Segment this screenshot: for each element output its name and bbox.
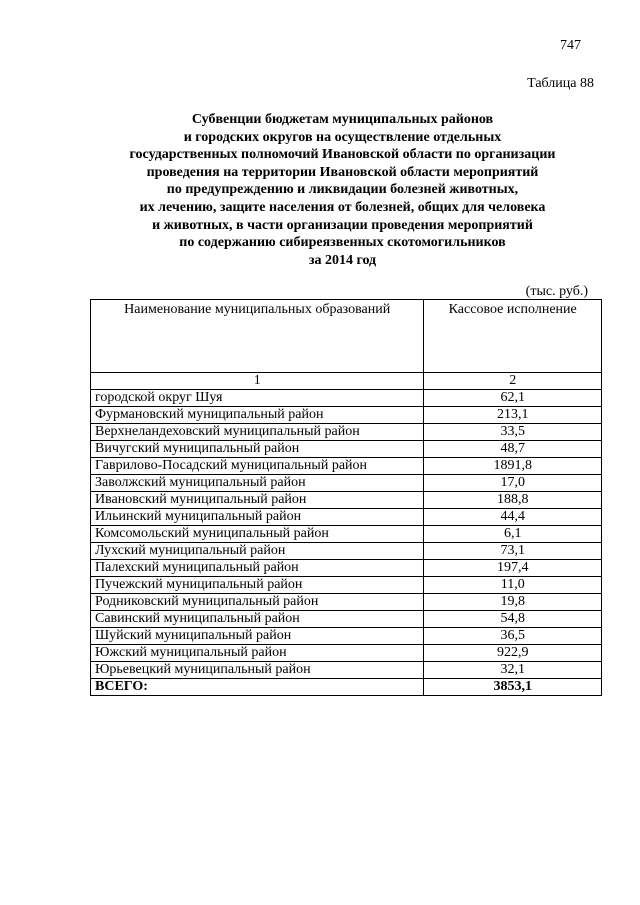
title-line: их лечению, защите населения от болезней, общих для человека (139, 199, 546, 215)
cash-execution-value: 6,1 (424, 526, 602, 543)
table-row (91, 662, 602, 679)
municipality-name: Вичугский муниципальный район (91, 441, 424, 458)
municipality-name: городской округ Шуя (91, 390, 424, 407)
municipality-name: Заволжский муниципальный район (91, 475, 424, 492)
cash-execution-value: 11,0 (424, 577, 602, 594)
table-row (91, 509, 602, 526)
title-line: государственных полномочий Ивановской области по организации (129, 147, 556, 163)
cash-execution-value: 44,4 (424, 509, 602, 526)
municipality-name: Ивановский муниципальный район (91, 492, 424, 509)
table-row (91, 441, 602, 458)
municipality-name: Фурмановский муниципальный район (91, 407, 424, 424)
table-row (91, 390, 602, 407)
cash-execution-value: 17,0 (424, 475, 602, 492)
title-line: и городских округов на осуществление отдельных (183, 129, 502, 145)
cash-execution-value: 188,8 (424, 492, 602, 509)
total-row (91, 679, 602, 696)
municipality-name: Комсомольский муниципальный район (91, 526, 424, 543)
table-row (91, 492, 602, 509)
municipality-name: Ильинский муниципальный район (91, 509, 424, 526)
municipality-name: Палехский муниципальный район (91, 560, 424, 577)
column-number-row (91, 373, 602, 390)
table-row (91, 475, 602, 492)
municipality-name: Гаврилово-Посадский муниципальный район (91, 458, 424, 475)
title-line: проведения на территории Ивановской области мероприятий (146, 164, 539, 180)
municipality-name: Верхнеландеховский муниципальный район (91, 424, 424, 441)
title-line: за 2014 год (308, 252, 377, 268)
cash-execution-value: 54,8 (424, 611, 602, 628)
municipality-name: Юрьевецкий муниципальный район (91, 662, 424, 679)
municipality-name: Савинский муниципальный район (91, 611, 424, 628)
table-row (91, 407, 602, 424)
document-title (90, 111, 595, 269)
table-row (91, 543, 602, 560)
table-header-row (91, 300, 602, 373)
title-line: и животных, в части организации проведения мероприятий (152, 217, 533, 233)
cash-execution-value: 19,8 (424, 594, 602, 611)
cash-execution-value: 33,5 (424, 424, 602, 441)
subvention-table (90, 299, 602, 696)
title-line: Субвенции бюджетам муниципальных районов (191, 112, 494, 127)
cash-execution-value: 922,9 (424, 645, 602, 662)
table-row (91, 577, 602, 594)
table-row (91, 611, 602, 628)
title-line: по предупреждению и ликвидации болезней животных, (166, 182, 519, 198)
cash-execution-value: 48,7 (424, 441, 602, 458)
column-number-1: 1 (91, 373, 424, 390)
cash-execution-value: 1891,8 (424, 458, 602, 475)
cash-execution-value: 73,1 (424, 543, 602, 560)
municipality-name: Родниковский муниципальный район (91, 594, 424, 611)
cash-execution-value: 213,1 (424, 407, 602, 424)
municipality-name: Южский муниципальный район (91, 645, 424, 662)
municipality-name: Пучежский муниципальный район (91, 577, 424, 594)
table-row (91, 645, 602, 662)
header-municipality: Наименование муниципальных образований (91, 300, 424, 373)
municipality-name: Лухский муниципальный район (91, 543, 424, 560)
table-row (91, 424, 602, 441)
cash-execution-value: 197,4 (424, 560, 602, 577)
table-row (91, 628, 602, 645)
total-label: ВСЕГО: (91, 679, 424, 696)
title-line: по содержанию сибиреязвенных скотомогильников (179, 235, 506, 251)
municipality-name: Шуйский муниципальный район (91, 628, 424, 645)
column-number-2: 2 (424, 373, 602, 390)
table-row (91, 560, 602, 577)
table-row (91, 458, 602, 475)
units-note: (тыс. руб.) (525, 284, 588, 299)
table-row (91, 594, 602, 611)
total-value: 3853,1 (424, 679, 602, 696)
cash-execution-value: 36,5 (424, 628, 602, 645)
page-number: 747 (560, 38, 581, 53)
cash-execution-value: 62,1 (424, 390, 602, 407)
table-label: Таблица 88 (527, 76, 594, 91)
header-cash-execution: Кассовое исполнение (424, 300, 602, 373)
cash-execution-value: 32,1 (424, 662, 602, 679)
table-row (91, 526, 602, 543)
